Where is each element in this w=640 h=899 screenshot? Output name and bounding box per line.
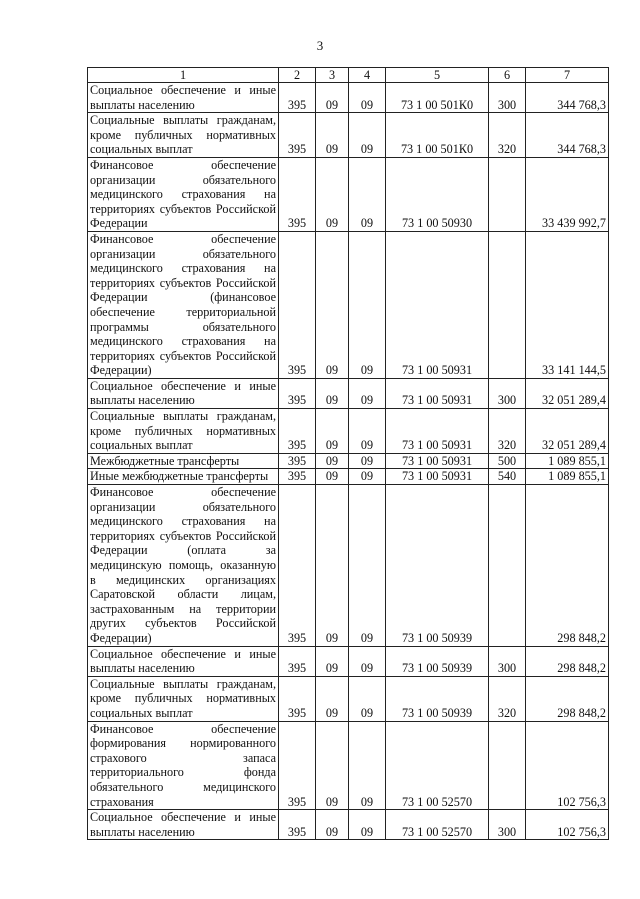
header-cell: 7	[526, 68, 609, 83]
target-article-code: 73 1 00 50931	[386, 469, 489, 485]
table-row	[88, 231, 609, 378]
subsection-code: 09	[349, 485, 386, 647]
header-cell: 4	[349, 68, 386, 83]
section-code: 09	[316, 469, 349, 485]
expense-type-code: 300	[489, 83, 526, 113]
target-article-code: 73 1 00 52570	[386, 810, 489, 840]
page-number: 3	[316, 38, 324, 53]
target-article-code: 73 1 00 501К0	[386, 113, 489, 158]
section-code: 09	[316, 378, 349, 408]
ministry-code: 395	[279, 646, 316, 676]
expense-name: Социальное обеспечение и иные выплаты населению	[88, 810, 279, 840]
expense-name: Социальные выплаты гражданам, кроме публичных нормативных социальных выплат	[88, 676, 279, 721]
section-code: 09	[316, 676, 349, 721]
expense-name: Социальные выплаты гражданам, кроме публичных нормативных социальных выплат	[88, 409, 279, 454]
table-row	[88, 485, 609, 647]
table-row	[88, 646, 609, 676]
subsection-code: 09	[349, 113, 386, 158]
expense-type-code: 320	[489, 113, 526, 158]
expense-type-code: 540	[489, 469, 526, 485]
table-row	[88, 83, 609, 113]
amount: 298 848,2	[526, 676, 609, 721]
subsection-code: 09	[349, 453, 386, 469]
expense-name: Социальное обеспечение и иные выплаты населению	[88, 646, 279, 676]
subsection-code: 09	[349, 721, 386, 810]
expense-name: Финансовое обеспечение организации обязательного медицинского страхования на территориях субъектов Российской Федерации	[88, 157, 279, 231]
expense-name: Межбюджетные трансферты	[88, 453, 279, 469]
table-row	[88, 113, 609, 158]
amount: 298 848,2	[526, 485, 609, 647]
ministry-code: 395	[279, 378, 316, 408]
expense-name: Социальное обеспечение и иные выплаты населению	[88, 83, 279, 113]
subsection-code: 09	[349, 646, 386, 676]
header-cell: 3	[316, 68, 349, 83]
target-article-code: 73 1 00 50930	[386, 157, 489, 231]
ministry-code: 395	[279, 676, 316, 721]
subsection-code: 09	[349, 378, 386, 408]
subsection-code: 09	[349, 83, 386, 113]
table-row	[88, 453, 609, 469]
ministry-code: 395	[279, 810, 316, 840]
subsection-code: 09	[349, 469, 386, 485]
ministry-code: 395	[279, 231, 316, 378]
ministry-code: 395	[279, 485, 316, 647]
expense-name: Иные межбюджетные трансферты	[88, 469, 279, 485]
expense-type-code: 320	[489, 676, 526, 721]
section-code: 09	[316, 453, 349, 469]
section-code: 09	[316, 485, 349, 647]
expense-name: Социальное обеспечение и иные выплаты населению	[88, 378, 279, 408]
expense-type-code: 500	[489, 453, 526, 469]
section-code: 09	[316, 83, 349, 113]
header-row	[88, 68, 609, 83]
section-code: 09	[316, 231, 349, 378]
subsection-code: 09	[349, 231, 386, 378]
budget-table	[87, 67, 609, 840]
amount: 344 768,3	[526, 83, 609, 113]
target-article-code: 73 1 00 50931	[386, 453, 489, 469]
expense-name: Финансовое обеспечение организации обязательного медицинского страхования на территориях субъектов Российской Федерации (оплата за медицинскую помощь, оказанную в медицинских организациях Саратовской области лицам, застрахованным на территории других субъектов Российской Федерации)	[88, 485, 279, 647]
table-row	[88, 378, 609, 408]
table-row	[88, 157, 609, 231]
target-article-code: 73 1 00 501К0	[386, 83, 489, 113]
expense-type-code	[489, 231, 526, 378]
amount: 33 141 144,5	[526, 231, 609, 378]
target-article-code: 73 1 00 50939	[386, 485, 489, 647]
amount: 33 439 992,7	[526, 157, 609, 231]
expense-type-code: 300	[489, 378, 526, 408]
expense-type-code	[489, 157, 526, 231]
expense-name: Социальные выплаты гражданам, кроме публичных нормативных социальных выплат	[88, 113, 279, 158]
expense-type-code: 320	[489, 409, 526, 454]
amount: 1 089 855,1	[526, 469, 609, 485]
amount: 32 051 289,4	[526, 378, 609, 408]
section-code: 09	[316, 646, 349, 676]
header-cell: 6	[489, 68, 526, 83]
amount: 344 768,3	[526, 113, 609, 158]
header-cell: 2	[279, 68, 316, 83]
subsection-code: 09	[349, 676, 386, 721]
amount: 102 756,3	[526, 721, 609, 810]
ministry-code: 395	[279, 157, 316, 231]
subsection-code: 09	[349, 157, 386, 231]
ministry-code: 395	[279, 409, 316, 454]
target-article-code: 73 1 00 50939	[386, 646, 489, 676]
expense-name: Финансовое обеспечение организации обязательного медицинского страхования на территориях субъектов Российской Федерации (финансовое обеспечение территориальной программы обязательного медицинского страхования на территориях субъектов Российской Федерации)	[88, 231, 279, 378]
section-code: 09	[316, 113, 349, 158]
section-code: 09	[316, 810, 349, 840]
expense-type-code: 300	[489, 810, 526, 840]
subsection-code: 09	[349, 409, 386, 454]
table-row	[88, 721, 609, 810]
ministry-code: 395	[279, 83, 316, 113]
amount: 102 756,3	[526, 810, 609, 840]
amount: 32 051 289,4	[526, 409, 609, 454]
target-article-code: 73 1 00 50931	[386, 409, 489, 454]
section-code: 09	[316, 409, 349, 454]
ministry-code: 395	[279, 113, 316, 158]
amount: 298 848,2	[526, 646, 609, 676]
subsection-code: 09	[349, 810, 386, 840]
section-code: 09	[316, 157, 349, 231]
expense-type-code	[489, 485, 526, 647]
header-cell: 5	[386, 68, 489, 83]
table-row	[88, 469, 609, 485]
target-article-code: 73 1 00 52570	[386, 721, 489, 810]
expense-type-code: 300	[489, 646, 526, 676]
table-row	[88, 676, 609, 721]
expense-type-code	[489, 721, 526, 810]
expense-name: Финансовое обеспечение формирования нормированного страхового запаса территориального фонда обязательного медицинского страхования	[88, 721, 279, 810]
amount: 1 089 855,1	[526, 453, 609, 469]
target-article-code: 73 1 00 50931	[386, 378, 489, 408]
ministry-code: 395	[279, 721, 316, 810]
table-row	[88, 810, 609, 840]
section-code: 09	[316, 721, 349, 810]
ministry-code: 395	[279, 453, 316, 469]
table-row	[88, 409, 609, 454]
header-cell: 1	[88, 68, 279, 83]
ministry-code: 395	[279, 469, 316, 485]
target-article-code: 73 1 00 50931	[386, 231, 489, 378]
target-article-code: 73 1 00 50939	[386, 676, 489, 721]
